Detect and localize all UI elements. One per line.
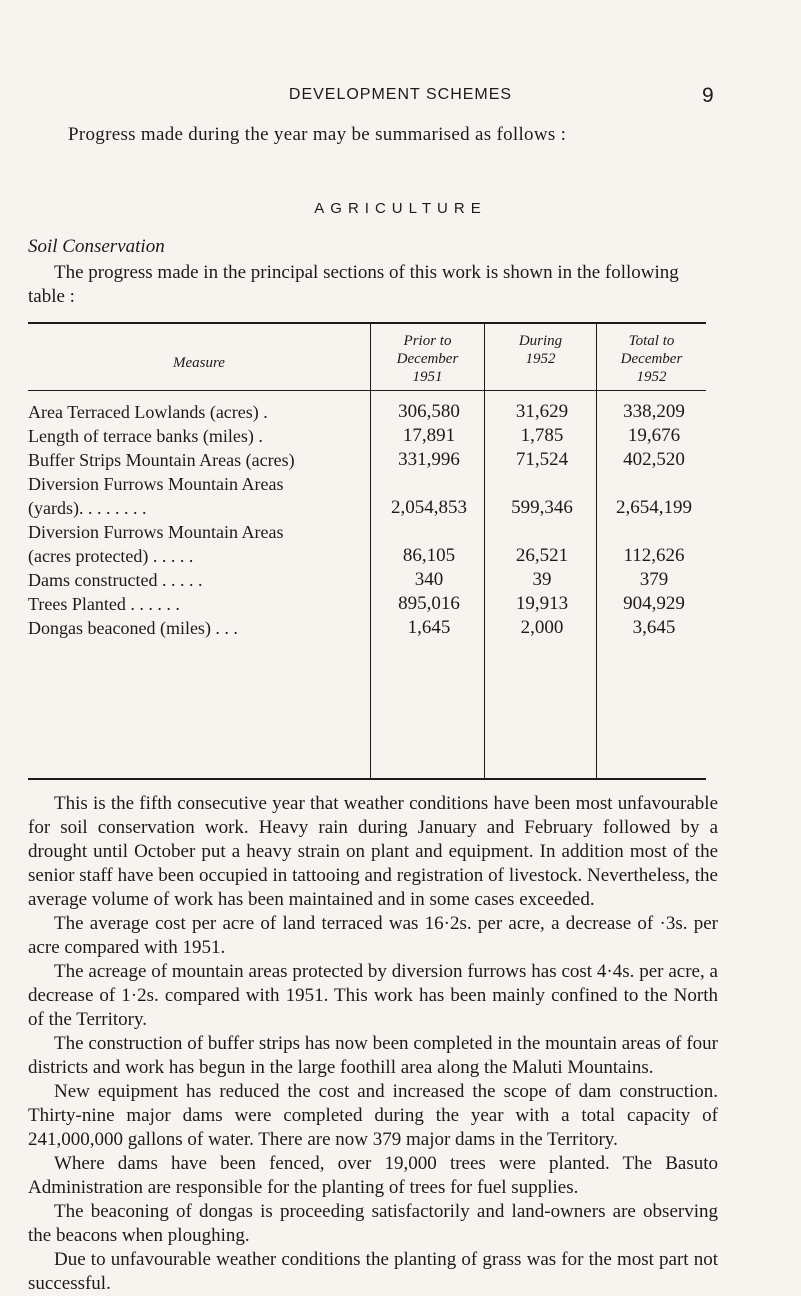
row-label	[28, 424, 368, 448]
value-during: 31,629	[515, 401, 569, 422]
row-label-line: Area Terraced Lowlands (acres) .	[28, 402, 268, 422]
value-prior: 306,580	[398, 401, 460, 422]
row-label-line: Trees Planted . . . . . .	[28, 594, 180, 614]
header-during	[485, 332, 596, 368]
value-during: 26,521	[515, 545, 569, 566]
table-row	[28, 568, 706, 592]
header-prior-line: Prior to	[403, 333, 452, 349]
value-during: 2,000	[520, 617, 564, 638]
section-title: AGRICULTURE	[314, 200, 487, 217]
row-label-line: Dongas beaconed (miles) . . .	[28, 618, 238, 638]
value-total: 3,645	[632, 617, 676, 638]
paragraph: New equipment has reduced the cost and increased the scope of dam construction. Thirty-nine major dams were completed during the year with a total capacity of 241,000,000 gallons of water. There are now 379 major dams in the Territory.	[28, 1081, 718, 1150]
value-total: 402,520	[623, 449, 685, 470]
header-during-line: During	[518, 333, 563, 349]
value-during: 39	[532, 569, 552, 590]
table-row	[28, 424, 706, 448]
value-total: 19,676	[627, 425, 681, 446]
value-prior: 1,645	[407, 617, 451, 638]
header-prior	[371, 332, 484, 386]
value-prior: 331,996	[398, 449, 460, 470]
header-prior-line: December	[396, 351, 459, 367]
page-number: 9	[702, 84, 714, 107]
value-total: 338,209	[623, 401, 685, 422]
header-total-line: Total to	[628, 333, 675, 349]
value-during: 71,524	[515, 449, 569, 470]
value-total: 379	[639, 569, 669, 590]
header-rule	[28, 390, 706, 391]
table-row	[28, 472, 706, 520]
paragraph: The acreage of mountain areas protected by diversion furrows has cost 4·4s. per acre, a decrease of 1·2s. compared with 1951. This work has been mainly confined to the North of the Territory.	[28, 961, 718, 1030]
row-label-line: Buffer Strips Mountain Areas (acres)	[28, 450, 295, 470]
row-label	[28, 448, 368, 472]
paragraph: The construction of buffer strips has now been completed in the mountain areas of four districts and work has begun in the large foothill area along the Maluti Mountains.	[28, 1033, 718, 1078]
table-body	[28, 400, 706, 640]
paragraph: This is the fifth consecutive year that weather conditions have been most unfavourable for soil conservation work. Heavy rain during January and February followed by a drought until October put a heavy strain on plant and equipment. In addition most of the senior staff have been occupied in tattooing and registration of livestock. Nevertheless, the average volume of work has been maintained and in some cases exceeded.	[28, 793, 718, 910]
value-during: 1,785	[520, 425, 564, 446]
body-text	[28, 792, 718, 1296]
table-row	[28, 616, 706, 640]
table-row	[28, 520, 706, 568]
progress-table	[28, 322, 706, 780]
value-prior: 17,891	[402, 425, 456, 446]
intro-line: Progress made during the year may be summarised as follows :	[68, 124, 567, 145]
table-row	[28, 592, 706, 616]
row-label	[28, 568, 368, 592]
table-row	[28, 448, 706, 472]
running-head: DEVELOPMENT SCHEMES	[288, 86, 513, 103]
header-during-line: 1952	[525, 351, 556, 367]
value-total: 112,626	[623, 545, 685, 566]
value-prior: 86,105	[402, 545, 456, 566]
row-label-line: (yards). . . . . . . .	[28, 498, 147, 518]
header-total-line: December	[620, 351, 683, 367]
table-row	[28, 400, 706, 424]
row-label	[28, 472, 368, 520]
paragraph: The average cost per acre of land terraced was 16·2s. per acre, a decrease of ·3s. per acre compared with 1951.	[28, 913, 718, 958]
row-label	[28, 400, 368, 424]
row-label-line: Length of terrace banks (miles) .	[28, 426, 263, 446]
lead-paragraph	[28, 261, 718, 309]
header-measure: Measure	[173, 355, 225, 371]
paragraph: Where dams have been fenced, over 19,000 trees were planted. The Basuto Administration are responsible for the planting of trees for fuel supplies.	[28, 1153, 718, 1198]
value-total: 2,654,199	[616, 497, 692, 518]
value-prior: 2,054,853	[391, 497, 467, 518]
value-total: 904,929	[623, 593, 685, 614]
row-label	[28, 592, 368, 616]
paragraph: The beaconing of dongas is proceeding satisfactorily and land-owners are observing the beacons when ploughing.	[28, 1201, 718, 1246]
value-prior: 340	[414, 569, 444, 590]
paragraph: Due to unfavourable weather conditions the planting of grass was for the most part not successful.	[28, 1249, 718, 1294]
value-prior: 895,016	[398, 593, 460, 614]
header-total	[597, 332, 706, 386]
value-during: 19,913	[515, 593, 569, 614]
header-total-line: 1952	[636, 369, 667, 385]
row-label	[28, 520, 368, 568]
row-label-line: Diversion Furrows Mountain Areas	[28, 474, 284, 494]
subsection-title: Soil Conservation	[28, 236, 165, 257]
row-label-line: Dams constructed . . . . .	[28, 570, 203, 590]
row-label-line: Diversion Furrows Mountain Areas	[28, 522, 284, 542]
row-label-line: (acres protected) . . . . .	[28, 546, 194, 566]
row-label	[28, 616, 368, 640]
header-prior-line: 1951	[412, 369, 443, 385]
lead-text: The progress made in the principal sections of this work is shown in the following table :	[28, 262, 679, 307]
value-during: 599,346	[511, 497, 573, 518]
